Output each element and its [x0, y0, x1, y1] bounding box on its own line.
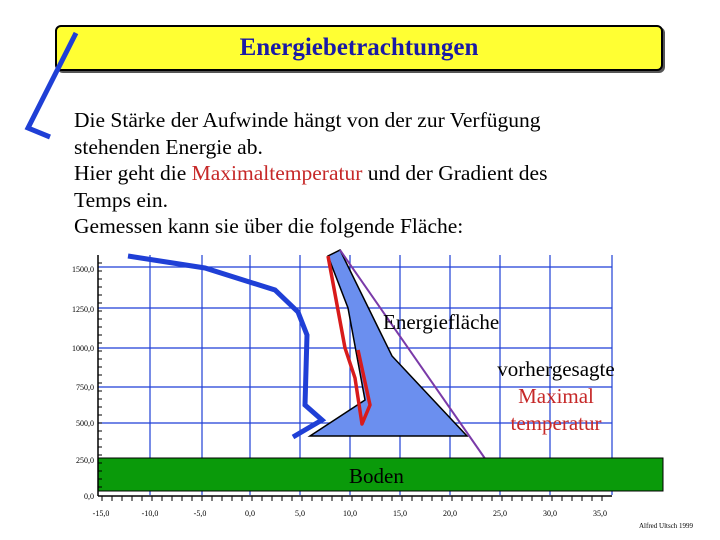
- body-line: stehenden Energie ab.: [74, 134, 263, 159]
- forecast-label-line: temperatur: [510, 411, 602, 435]
- forecast-label-line: Maximal: [518, 384, 594, 408]
- x-tick-label: 0,0: [245, 509, 255, 518]
- y-tick-label: 500,0: [76, 419, 94, 428]
- energy-area-label: Energiefläche: [383, 310, 500, 334]
- body-line: Die Stärke der Aufwinde hängt von der zur Verfügung: [74, 108, 541, 132]
- slide-title: Energiebetrachtungen: [239, 34, 479, 61]
- x-axis-labels: [93, 509, 607, 518]
- x-tick-label: -15,0: [92, 509, 110, 518]
- y-axis-labels: [72, 265, 94, 501]
- body-text-segment: und der Gradient des: [362, 161, 548, 185]
- max-temp-highlight: Maximaltemperatur: [191, 161, 363, 185]
- x-tick-label: 15,0: [393, 509, 407, 518]
- forecast-label-line: vorhergesagte: [497, 357, 615, 381]
- y-tick-label: 250,0: [76, 456, 94, 465]
- y-tick-label: 0,0: [84, 492, 94, 501]
- x-tick-label: -10,0: [141, 509, 159, 518]
- temperature-curve: [128, 256, 322, 437]
- x-tick-label: 25,0: [493, 509, 507, 518]
- body-text-segment: Hier geht die: [74, 161, 192, 185]
- y-tick-label: 1000,0: [72, 344, 94, 353]
- y-tick-label: 1500,0: [72, 265, 94, 274]
- body-line: [74, 160, 674, 187]
- ground-label: Boden: [349, 464, 404, 488]
- y-tick-label: 1250,0: [72, 305, 94, 314]
- body-line: Gemessen kann sie über die folgende Fläche:: [74, 214, 464, 238]
- body-text: [74, 107, 674, 240]
- x-tick-label: 30,0: [543, 509, 557, 518]
- x-tick-label: 5,0: [295, 509, 305, 518]
- decorative-bracket: [28, 33, 76, 137]
- y-tick-label: 750,0: [76, 383, 94, 392]
- x-tick-label: 20,0: [443, 509, 457, 518]
- x-tick-label: 35,0: [593, 509, 607, 518]
- forecast-max-temp-label: [484, 356, 628, 437]
- body-line: Temps ein.: [74, 187, 169, 212]
- author-credit: Alfred Ultsch 1999: [639, 522, 694, 530]
- x-tick-label: 10,0: [343, 509, 357, 518]
- x-tick-label: -5,0: [193, 509, 207, 518]
